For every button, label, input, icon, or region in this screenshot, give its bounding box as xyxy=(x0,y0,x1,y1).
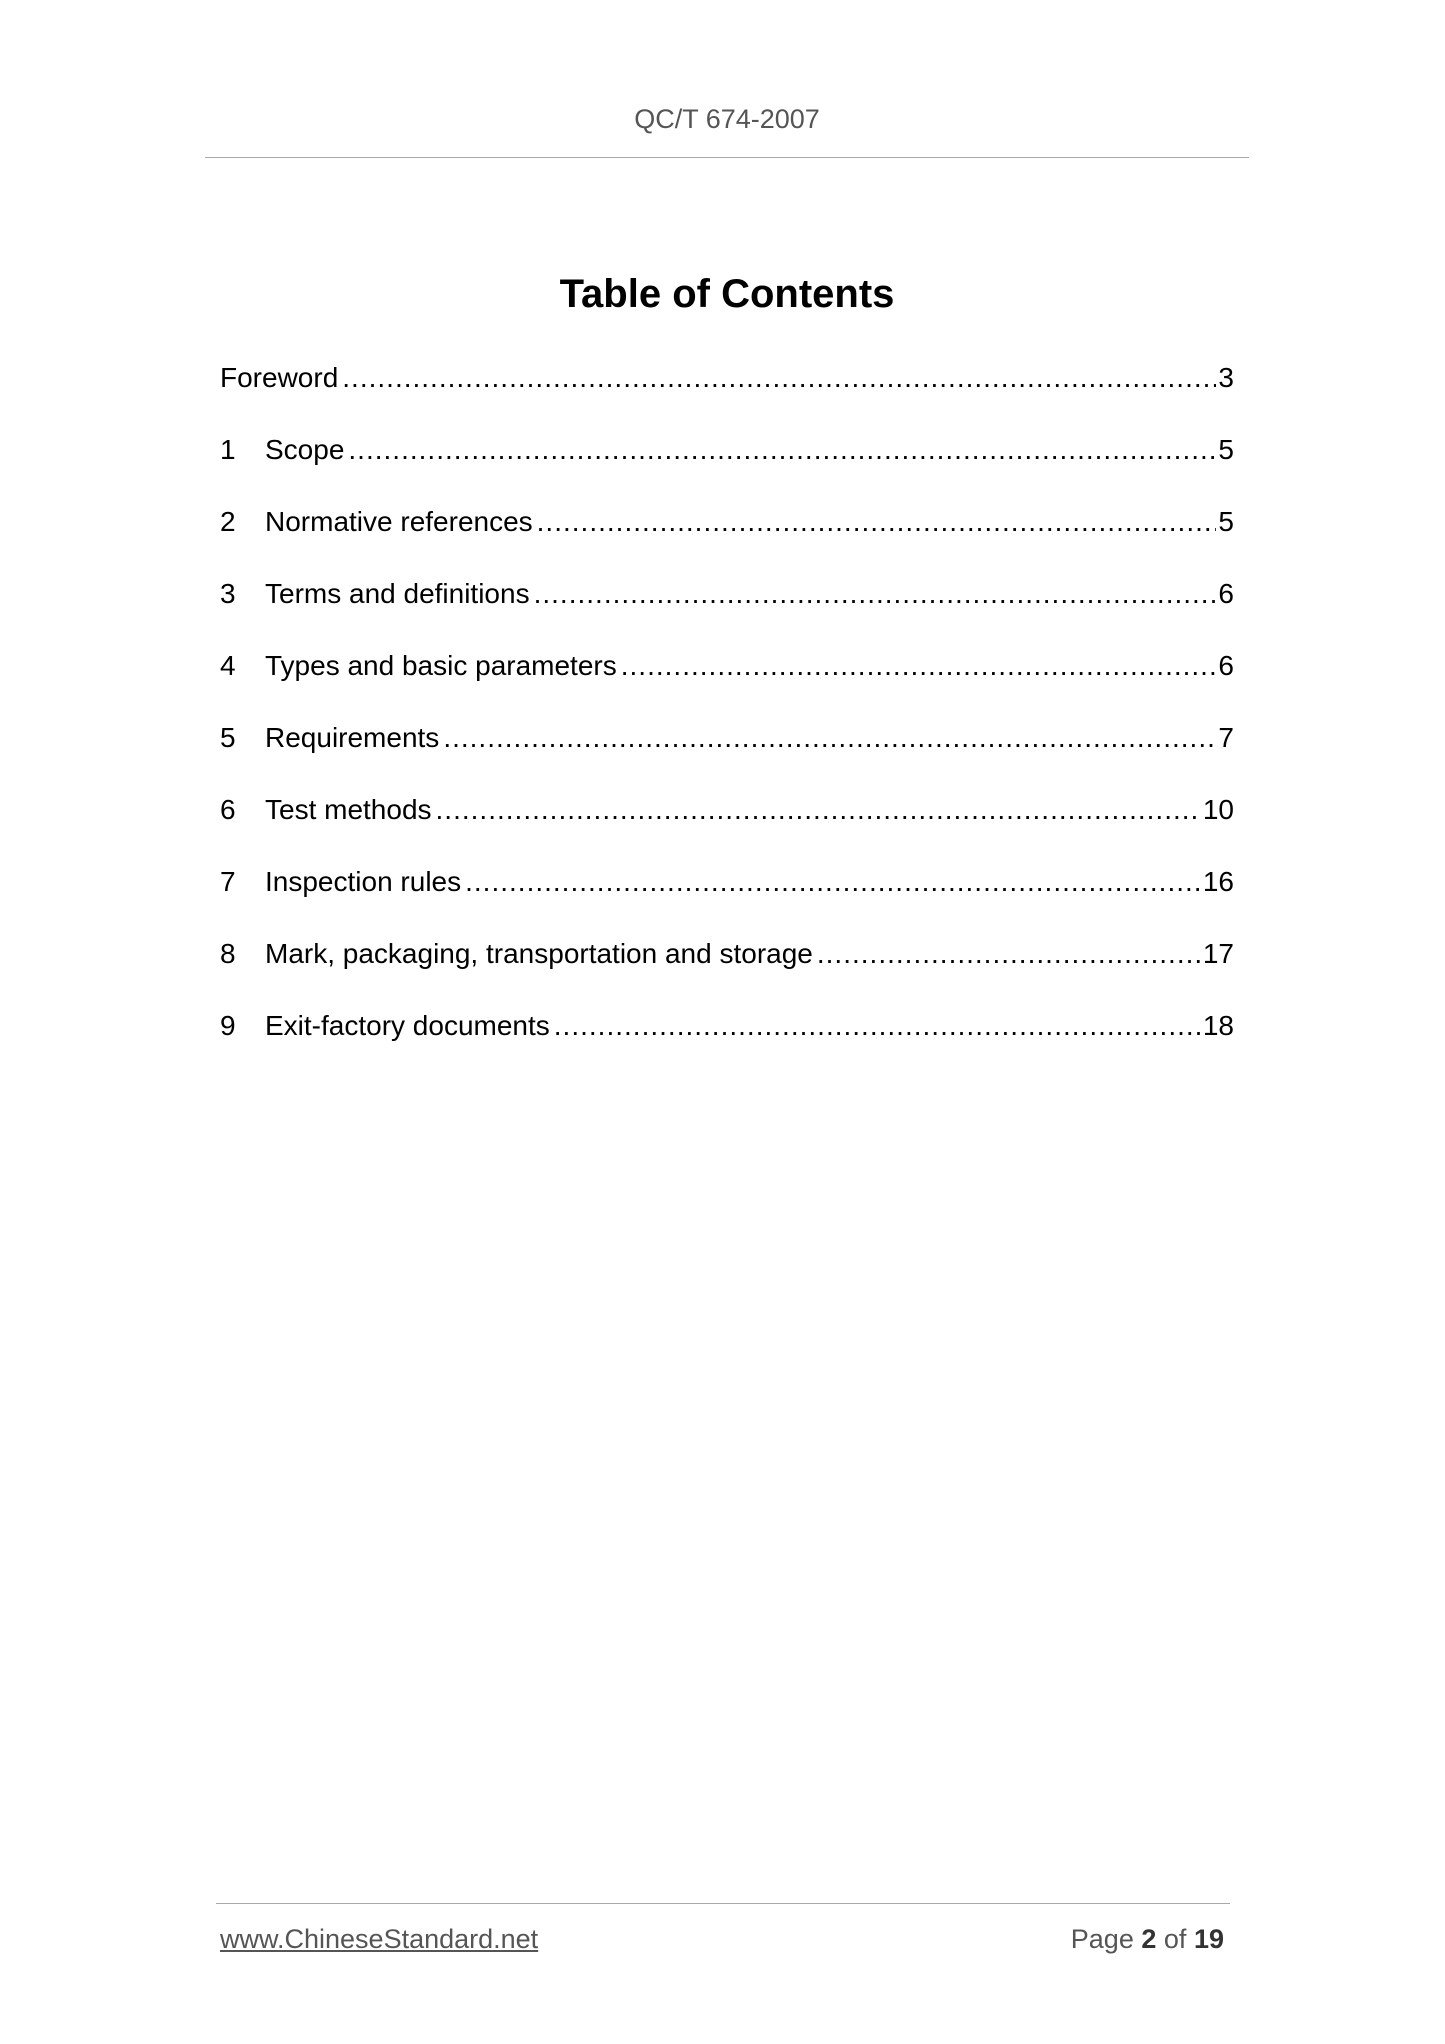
footer-divider xyxy=(216,1903,1230,1904)
toc-section-number: 5 xyxy=(220,722,236,753)
footer-website-link[interactable]: www.ChineseStandard.net xyxy=(220,1924,539,1954)
footer-page-total: 19 xyxy=(1193,1924,1224,1954)
toc-page-number: 6 xyxy=(1218,578,1234,609)
toc-page-number: 3 xyxy=(1218,362,1234,393)
toc-title: Normative references xyxy=(265,506,533,537)
footer-page-label: Page xyxy=(1070,1924,1134,1954)
toc-title: Test methods xyxy=(265,794,432,825)
toc-leader-dots xyxy=(621,646,1217,686)
header-doc-id: QC/T 674-2007 xyxy=(634,104,820,134)
toc-title: Foreword xyxy=(220,362,339,393)
toc-leader-dots xyxy=(534,574,1217,614)
toc-item-foreword[interactable] xyxy=(220,358,1234,430)
toc-section-number: 2 xyxy=(220,506,236,537)
toc-item-mark-packaging-transportation-storage[interactable] xyxy=(220,934,1234,1006)
toc-section-number: 7 xyxy=(220,866,236,897)
toc-leader-dots xyxy=(348,430,1216,470)
toc-title: Mark, packaging, transportation and storage xyxy=(265,938,813,969)
toc-section-number: 4 xyxy=(220,650,236,681)
toc-leader-dots xyxy=(342,358,1216,398)
toc-leader-dots xyxy=(443,718,1216,758)
toc-title: Inspection rules xyxy=(265,866,462,897)
toc-page-number: 5 xyxy=(1218,434,1234,465)
toc-item-normative-references[interactable] xyxy=(220,502,1234,574)
toc-item-inspection-rules[interactable] xyxy=(220,862,1234,934)
toc-section-number: 6 xyxy=(220,794,236,825)
toc-leader-dots xyxy=(465,862,1201,902)
toc-item-test-methods[interactable] xyxy=(220,790,1234,862)
toc-title: Terms and definitions xyxy=(265,578,530,609)
toc-item-requirements[interactable] xyxy=(220,718,1234,790)
toc-section-number: 9 xyxy=(220,1010,236,1041)
toc-leader-dots xyxy=(436,790,1201,830)
toc-page-number: 18 xyxy=(1202,1010,1234,1041)
toc-page-number: 17 xyxy=(1202,938,1234,969)
toc-page-number: 7 xyxy=(1218,722,1234,753)
toc-section-number: 8 xyxy=(220,938,236,969)
table-of-contents xyxy=(220,358,1234,1078)
toc-page-number: 16 xyxy=(1202,866,1234,897)
toc-section-number: 1 xyxy=(220,434,236,465)
toc-leader-dots xyxy=(537,502,1217,542)
toc-page-number: 5 xyxy=(1218,506,1234,537)
page-title: Table of Contents xyxy=(559,272,895,316)
toc-item-terms-and-definitions[interactable] xyxy=(220,574,1234,646)
footer-page-current: 2 xyxy=(1141,1924,1157,1954)
toc-item-types-and-basic-parameters[interactable] xyxy=(220,646,1234,718)
footer-page-of: of xyxy=(1163,1924,1187,1954)
toc-page-number: 6 xyxy=(1218,650,1234,681)
toc-title: Types and basic parameters xyxy=(265,650,617,681)
toc-title: Requirements xyxy=(265,722,440,753)
toc-section-number: 3 xyxy=(220,578,236,609)
toc-title: Exit-factory documents xyxy=(265,1010,550,1041)
toc-item-exit-factory-documents[interactable] xyxy=(220,1006,1234,1078)
toc-leader-dots xyxy=(554,1006,1201,1046)
toc-item-scope[interactable] xyxy=(220,430,1234,502)
footer-page-indicator xyxy=(1071,1924,1224,1955)
header-divider xyxy=(205,157,1249,158)
toc-page-number: 10 xyxy=(1202,794,1234,825)
toc-leader-dots xyxy=(817,934,1201,974)
toc-title: Scope xyxy=(265,434,345,465)
